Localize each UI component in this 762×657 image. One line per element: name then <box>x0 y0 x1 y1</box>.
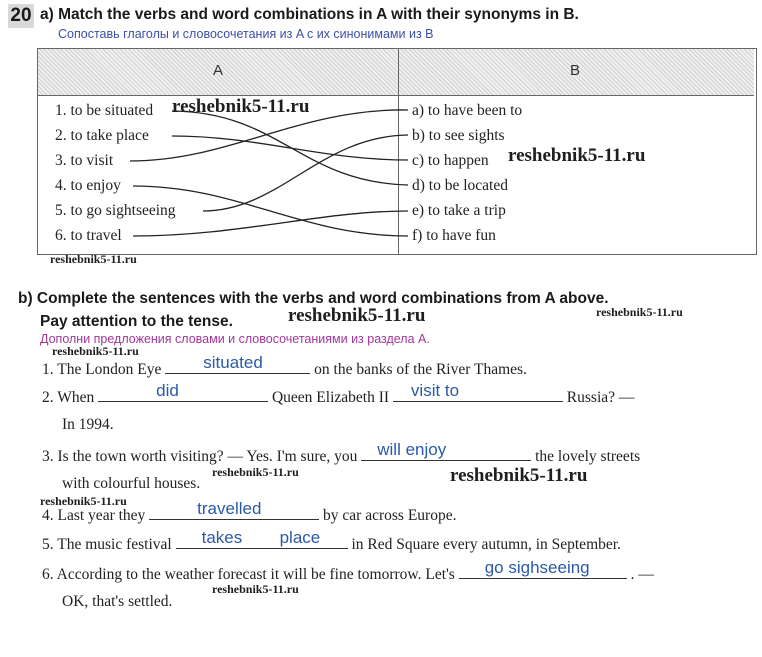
answer-2a: did <box>156 381 179 400</box>
sentence-2-middle: Queen Elizabeth II <box>271 389 390 406</box>
item-b-a: a) to have been to <box>412 102 523 119</box>
blank-1[interactable] <box>165 353 310 374</box>
sentence-4-end: by car across Europe. <box>323 507 457 524</box>
watermark: reshebnik5-11.ru <box>52 344 139 358</box>
item-b-d: d) to be located <box>412 177 508 194</box>
watermark: reshebnik5-11.ru <box>508 145 646 166</box>
blank-4[interactable] <box>149 499 319 520</box>
sentence-3 <box>42 440 641 466</box>
item-b-f: f) to have fun <box>412 227 496 244</box>
line-travel-taketrip <box>133 211 408 236</box>
part-b-title-line1: b) Complete the sentences with the verbs and word combinations from A above. <box>18 290 609 307</box>
blank-2b[interactable] <box>393 381 563 402</box>
watermark: reshebnik5-11.ru <box>212 465 299 479</box>
blank-5[interactable] <box>176 528 348 549</box>
blank-3[interactable] <box>361 440 531 461</box>
watermark: reshebnik5-11.ru <box>172 96 310 117</box>
answer-1: situated <box>203 353 263 372</box>
answer-5a: takes <box>201 528 243 547</box>
sentence-3-start: 3. Is the town worth visiting? — Yes. I'm sure, you <box>42 448 358 465</box>
item-b-e: e) to take a trip <box>412 202 506 219</box>
blank-6[interactable] <box>459 558 627 579</box>
sentence-2-line2: In 1994. <box>62 416 114 433</box>
item-a-2: 2. to take place <box>55 127 149 144</box>
item-b-c: c) to happen <box>412 152 489 169</box>
watermark: reshebnik5-11.ru <box>288 305 426 326</box>
part-a-title: a) Match the verbs and word combinations in A with their synonyms in B. <box>40 6 579 23</box>
sentence-2 <box>42 381 635 407</box>
blank-2a[interactable] <box>98 381 268 402</box>
answer-3: will enjoy <box>377 440 447 459</box>
part-b-subtitle-ru: Дополни предложения словами и словосочетаниями из раздела A. <box>40 332 430 346</box>
watermark: reshebnik5-11.ru <box>596 305 683 319</box>
sentence-3-end: the lovely streets <box>535 448 641 465</box>
sentence-2-end: Russia? — <box>566 389 635 406</box>
answer-5b: place <box>279 528 321 547</box>
sentence-2-start: 2. When <box>42 389 95 406</box>
watermark: reshebnik5-11.ru <box>212 582 299 596</box>
sentence-5-start: 5. The music festival <box>42 536 172 553</box>
answer-6: go sighseeing <box>484 558 590 577</box>
exercise-number: 20 <box>8 4 34 28</box>
part-a-subtitle-ru: Сопоставь глаголы и словосочетания из A с их синонимами из B <box>58 27 434 41</box>
sentence-6-line2: OK, that's settled. <box>62 593 173 610</box>
watermark: reshebnik5-11.ru <box>50 252 137 266</box>
item-a-4: 4. to enjoy <box>55 177 121 194</box>
sentence-6-end: . — <box>630 566 654 583</box>
column-b-header: B <box>570 62 581 79</box>
watermark: reshebnik5-11.ru <box>40 494 127 508</box>
column-a-header: A <box>213 62 224 79</box>
answer-2b: visit to <box>410 381 460 400</box>
sentence-3-line2: with colourful houses. <box>62 475 201 492</box>
line-sightseeing-seesights <box>203 135 408 211</box>
part-b-title-line2: Pay attention to the tense. <box>40 313 233 330</box>
answer-4: travelled <box>197 499 262 518</box>
sentence-6-start: 6. According to the weather forecast it will be fine tomorrow. Let's <box>42 566 455 583</box>
sentence-1-start: 1. The London Eye <box>42 361 162 378</box>
sentence-5 <box>42 528 621 554</box>
sentence-1 <box>42 353 527 379</box>
item-a-5: 5. to go sightseeing <box>55 202 176 219</box>
sentence-6 <box>42 558 654 584</box>
sentence-5-end: in Red Square every autumn, in September. <box>351 536 621 553</box>
item-a-6: 6. to travel <box>55 227 122 244</box>
watermark: reshebnik5-11.ru <box>450 465 588 486</box>
sentence-1-end: on the banks of the River Thames. <box>314 361 527 378</box>
item-a-1: 1. to be situated <box>55 102 154 119</box>
sentence-4-start: 4. Last year they <box>42 507 146 524</box>
item-a-3: 3. to visit <box>55 152 114 169</box>
item-b-b: b) to see sights <box>412 127 505 144</box>
line-enjoy-havefun <box>133 186 408 236</box>
